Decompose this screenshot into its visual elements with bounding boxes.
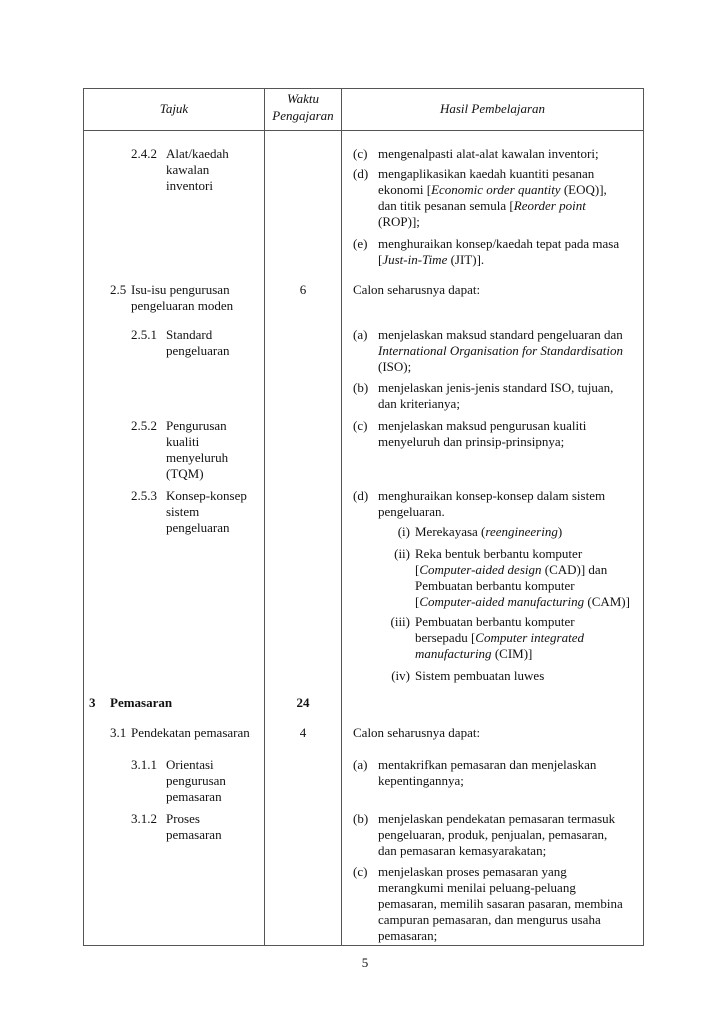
outcome-label: (d) (353, 166, 369, 181)
table-right-border (643, 88, 644, 946)
topic-number: 3.1.1 (131, 757, 157, 772)
topic-title: (TQM) (166, 466, 204, 481)
outcome-text: dan titik pesanan semula [Reorder point (378, 198, 586, 213)
topic-number: 2.5.3 (131, 488, 157, 503)
outcome-label: (a) (353, 327, 368, 342)
topic-title: Alat/kaedah (166, 146, 229, 161)
sub-label: (i) (397, 524, 410, 539)
topic-title: Orientasi (166, 757, 214, 772)
topic-title: pemasaran (166, 827, 222, 842)
topic-title: sistem (166, 504, 200, 519)
outcome-text: (ISO); (378, 359, 412, 374)
topic-title: kualiti (166, 434, 200, 449)
sub-label: (ii) (394, 546, 410, 561)
section-number: 3 (89, 695, 96, 710)
outcome-text: pengeluaran. (378, 504, 445, 519)
outcome-text: menghuraikan konsep-konsep dalam sistem (378, 488, 606, 503)
sub-text: manufacturing (CIM)] (415, 646, 533, 661)
outcome-label: (c) (353, 864, 368, 879)
outcome-label: (b) (353, 380, 369, 395)
topic-title: Isu-isu pengurusan (131, 282, 230, 297)
topic-title: menyeluruh (166, 450, 229, 465)
header-bottom-border (83, 130, 644, 131)
sub-label: (iv) (391, 668, 410, 683)
page-number: 5 (361, 955, 369, 970)
topic-title: Pendekatan pemasaran (131, 725, 250, 740)
topic-title: kawalan (166, 162, 210, 177)
outcome-intro: Calon seharusnya dapat: (353, 725, 481, 740)
header-tajuk: Tajuk (159, 101, 189, 116)
outcome-text: (ROP)]; (378, 214, 420, 229)
outcome-text: dan kriterianya; (378, 396, 460, 411)
topic-title: inventori (166, 178, 213, 193)
topic-number: 2.5.1 (131, 327, 157, 342)
table-left-border (83, 88, 84, 946)
outcome-text: mengaplikasikan kaedah kuantiti pesanan (378, 166, 595, 181)
header-pengajaran: Pengajaran (272, 108, 334, 123)
outcome-text: kepentingannya; (378, 773, 464, 788)
outcome-text: menjelaskan proses pemasaran yang (378, 864, 567, 879)
outcome-text: pemasaran, memilih sasaran pasaran, membina (378, 896, 623, 911)
topic-title: pengurusan (166, 773, 226, 788)
sub-label: (iii) (390, 614, 410, 629)
outcome-text: menjelaskan jenis-jenis standard ISO, tujuan, (378, 380, 614, 395)
outcome-label: (e) (353, 236, 368, 251)
sub-text: bersepadu [Computer integrated (415, 630, 584, 645)
sub-text: [Computer-aided manufacturing (CAM)] (415, 594, 630, 609)
topic-title: Konsep-konsep (166, 488, 247, 503)
outcome-text: campuran pemasaran, dan mengurus usaha (378, 912, 601, 927)
outcome-text: dan pemasaran kemasyarakatan; (378, 843, 547, 858)
outcome-text: mentakrifkan pemasaran dan menjelaskan (378, 757, 597, 772)
sub-text: [Computer-aided design (CAD)] dan (415, 562, 608, 577)
outcome-label: (c) (353, 146, 368, 161)
topic-title: pemasaran (166, 789, 222, 804)
sub-text: Pembuatan berbantu komputer (415, 614, 575, 629)
outcome-text: ekonomi [Economic order quantity (EOQ)], (378, 182, 607, 197)
section-title: Pemasaran (110, 695, 173, 710)
outcome-text: merangkumi menilai peluang-peluang (378, 880, 576, 895)
topic-title: Proses (166, 811, 200, 826)
sub-text: Merekayasa (reengineering) (415, 524, 563, 539)
topic-title: pengeluaran moden (131, 298, 234, 313)
topic-number: 3.1 (110, 725, 127, 740)
outcome-text: mengenalpasti alat-alat kawalan inventori; (378, 146, 599, 161)
outcome-text: [Just-in-Time (JIT)]. (378, 252, 485, 267)
outcome-text: menjelaskan pendekatan pemasaran termasuk (378, 811, 616, 826)
table-bottom-border (83, 945, 644, 946)
topic-title: Pengurusan (166, 418, 227, 433)
outcome-text: menjelaskan maksud standard pengeluaran dan (378, 327, 623, 342)
table-top-border (83, 88, 644, 89)
section-hours: 24 (296, 695, 310, 710)
topic-number: 3.1.2 (131, 811, 157, 826)
outcome-text: pemasaran; (378, 928, 438, 943)
teaching-hours: 4 (299, 725, 307, 740)
outcome-label: (b) (353, 811, 369, 826)
outcome-text: menghuraikan konsep/kaedah tepat pada masa (378, 236, 620, 251)
topic-title: pengeluaran (166, 520, 230, 535)
outcome-label: (d) (353, 488, 369, 503)
sub-text: Pembuatan berbantu komputer (415, 578, 575, 593)
outcome-text: pengeluaran, produk, penjualan, pemasaran, (378, 827, 608, 842)
sub-text: Reka bentuk berbantu komputer (415, 546, 583, 561)
column-divider-1 (264, 88, 265, 946)
outcome-text: International Organisation for Standardisation (378, 343, 623, 358)
topic-title: pengeluaran (166, 343, 230, 358)
teaching-hours: 6 (299, 282, 307, 297)
topic-number: 2.4.2 (131, 146, 157, 161)
topic-title: Standard (166, 327, 213, 342)
topic-number: 2.5 (110, 282, 127, 297)
header-waktu: Waktu (286, 91, 320, 106)
header-hasil: Hasil Pembelajaran (439, 101, 546, 116)
sub-text: Sistem pembuatan luwes (415, 668, 545, 683)
column-divider-2 (341, 88, 342, 946)
outcome-label: (a) (353, 757, 368, 772)
outcome-label: (c) (353, 418, 368, 433)
outcome-text: menyeluruh dan prinsip-prinsipnya; (378, 434, 565, 449)
outcome-intro: Calon seharusnya dapat: (353, 282, 481, 297)
outcome-text: menjelaskan maksud pengurusan kualiti (378, 418, 587, 433)
topic-number: 2.5.2 (131, 418, 157, 433)
